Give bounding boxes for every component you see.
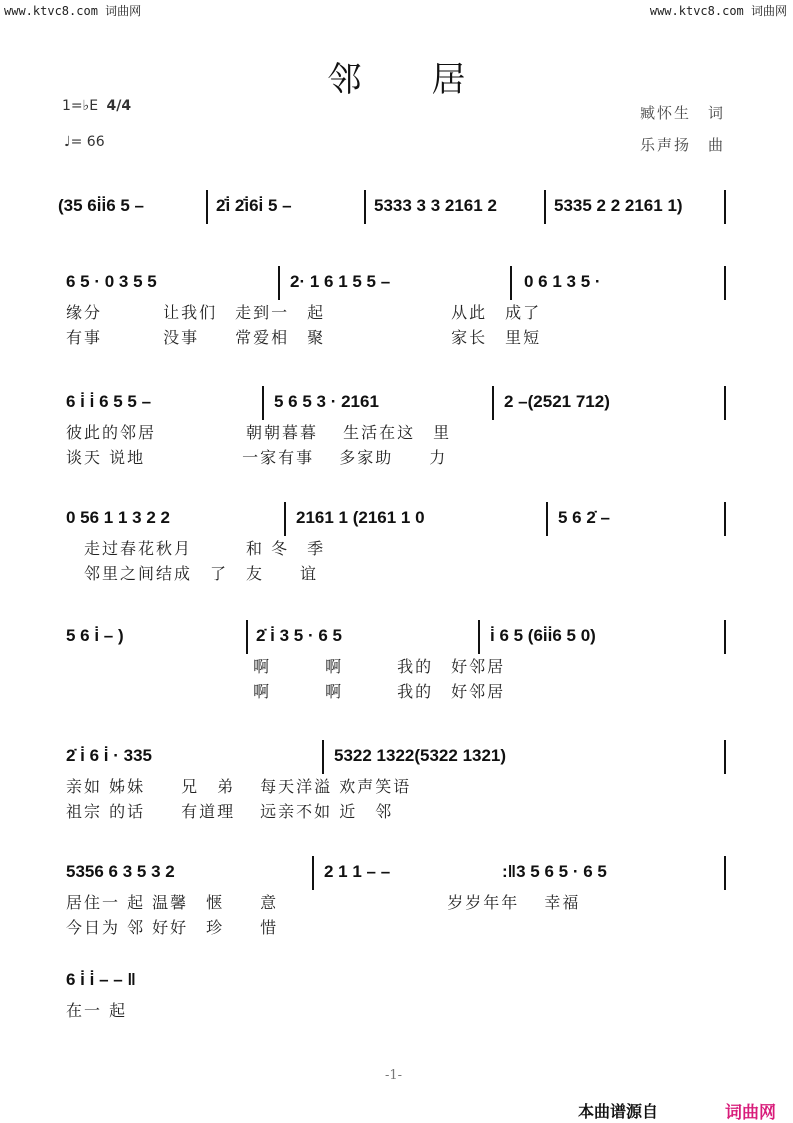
brand-logo: 词曲网 [725,1103,776,1123]
barline [322,740,324,774]
measure: 6 i̇ i̇ 6 5 5 – [66,392,152,411]
barline [724,386,726,420]
page-number: -1- [385,1068,403,1083]
barline [510,266,512,300]
barline [724,266,726,300]
measure: 2̇ i̇ 6 i̇ · 335 [66,746,152,765]
measure: 5333 3 3 2161 2 [374,196,497,215]
barline [364,190,366,224]
measure: 2· 1 6 1 5 5 – [290,272,391,291]
repeat-measure: :‖3 5 6 5 · 6 5 [502,862,607,881]
notation-line [58,626,733,656]
barline [312,856,314,890]
measure: 6 i̇ i̇ – – ‖ [66,970,136,989]
lyrics-verse-1: 啊 啊 我的 好邻居 [66,657,506,676]
barline [284,502,286,536]
lyrics-verse-2: 啊 啊 我的 好邻居 [66,682,506,701]
watermark-right: www.ktvc8.com 词曲网 [649,4,787,18]
barline [492,386,494,420]
measure: 5335 2 2 2161 1) [554,196,683,215]
barline [262,386,264,420]
measure: 2 –(2521 712) [504,392,610,411]
composer-credit: 乐声扬 曲 [640,136,726,154]
key-label: 1=♭E [62,98,99,114]
lyrics-verse-2: 今日为 邻 好好 珍 惜 [66,918,279,937]
measure: i̇ 6 5 (6i̇i̇6 5 0) [490,626,596,645]
measure: 5 6 i̇ – ) [66,626,124,645]
barline [206,190,208,224]
measure: 0 6 1 3 5 · [524,272,601,291]
measure: 2161 1 (2161 1 0 [296,508,425,527]
time-signature: 4/4 [106,98,132,114]
lyrics-verse-2: 谈天 说地 一家有事 多家助 力 [66,448,448,467]
lyricist-credit: 臧怀生 词 [640,104,726,122]
barline [724,740,726,774]
barline [478,620,480,654]
measure: 5356 6 3 5 3 2 [66,862,175,881]
song-title: 邻居 [327,60,536,100]
watermark-left: www.ktvc8.com 词曲网 [4,4,142,18]
key-signature [62,98,131,114]
lyrics-verse-1: 走过春花秋月 和 冬 季 [66,539,326,558]
barline [544,190,546,224]
source-label: 本曲谱源自 [578,1102,659,1121]
measure: 5 6 5 3 · 2161 [274,392,379,411]
lyrics-verse-1: 居住一 起 温馨 惬 意 岁岁年年 幸福 [66,893,581,912]
measure: 2̇i̇ 2̇i̇6i̇ 5 – [216,196,292,215]
barline [246,620,248,654]
lyrics-verse-1: 彼此的邻居 朝朝暮暮 生活在这 里 [66,423,452,442]
barline [546,502,548,536]
measure: 0 56 1 1 3 2 2 [66,508,170,527]
lyrics-verse-2: 邻里之间结成 了 友 谊 [66,564,319,583]
lyrics-verse-1: 缘分 让我们 走到一 起 从此 成了 [66,303,542,322]
barline [724,190,726,224]
tempo-marking: ♩= 66 [64,134,105,150]
measure: 5 6 2̇ – [558,508,610,527]
measure: 5322 1322(5322 1321) [334,746,507,765]
notation-line [58,862,733,892]
barline [724,502,726,536]
notation-line [58,970,733,1000]
barline [724,856,726,890]
barline [278,266,280,300]
barline [724,620,726,654]
lyrics-verse-1: 亲如 姊妹 兄 弟 每天洋溢 欢声笑语 [66,777,412,796]
lyrics-verse-2: 祖宗 的话 有道理 远亲不如 近 邻 [66,802,394,821]
measure: (35 6i̇i̇6 5 – [58,196,145,215]
lyrics-verse-1: 在一 起 [66,1001,128,1020]
notation-line [58,508,733,538]
notation-line [58,746,733,776]
notation-line [58,392,733,422]
measure: 6 5 · 0 3 5 5 [66,272,157,291]
lyrics-verse-2: 有事 没事 常爱相 聚 家长 里短 [66,328,542,347]
notation-line [58,272,733,302]
notation-line [58,196,733,226]
measure: 2 1 1 – – [324,862,391,881]
measure: 2̇ i̇ 3 5 · 6 5 [256,626,342,645]
